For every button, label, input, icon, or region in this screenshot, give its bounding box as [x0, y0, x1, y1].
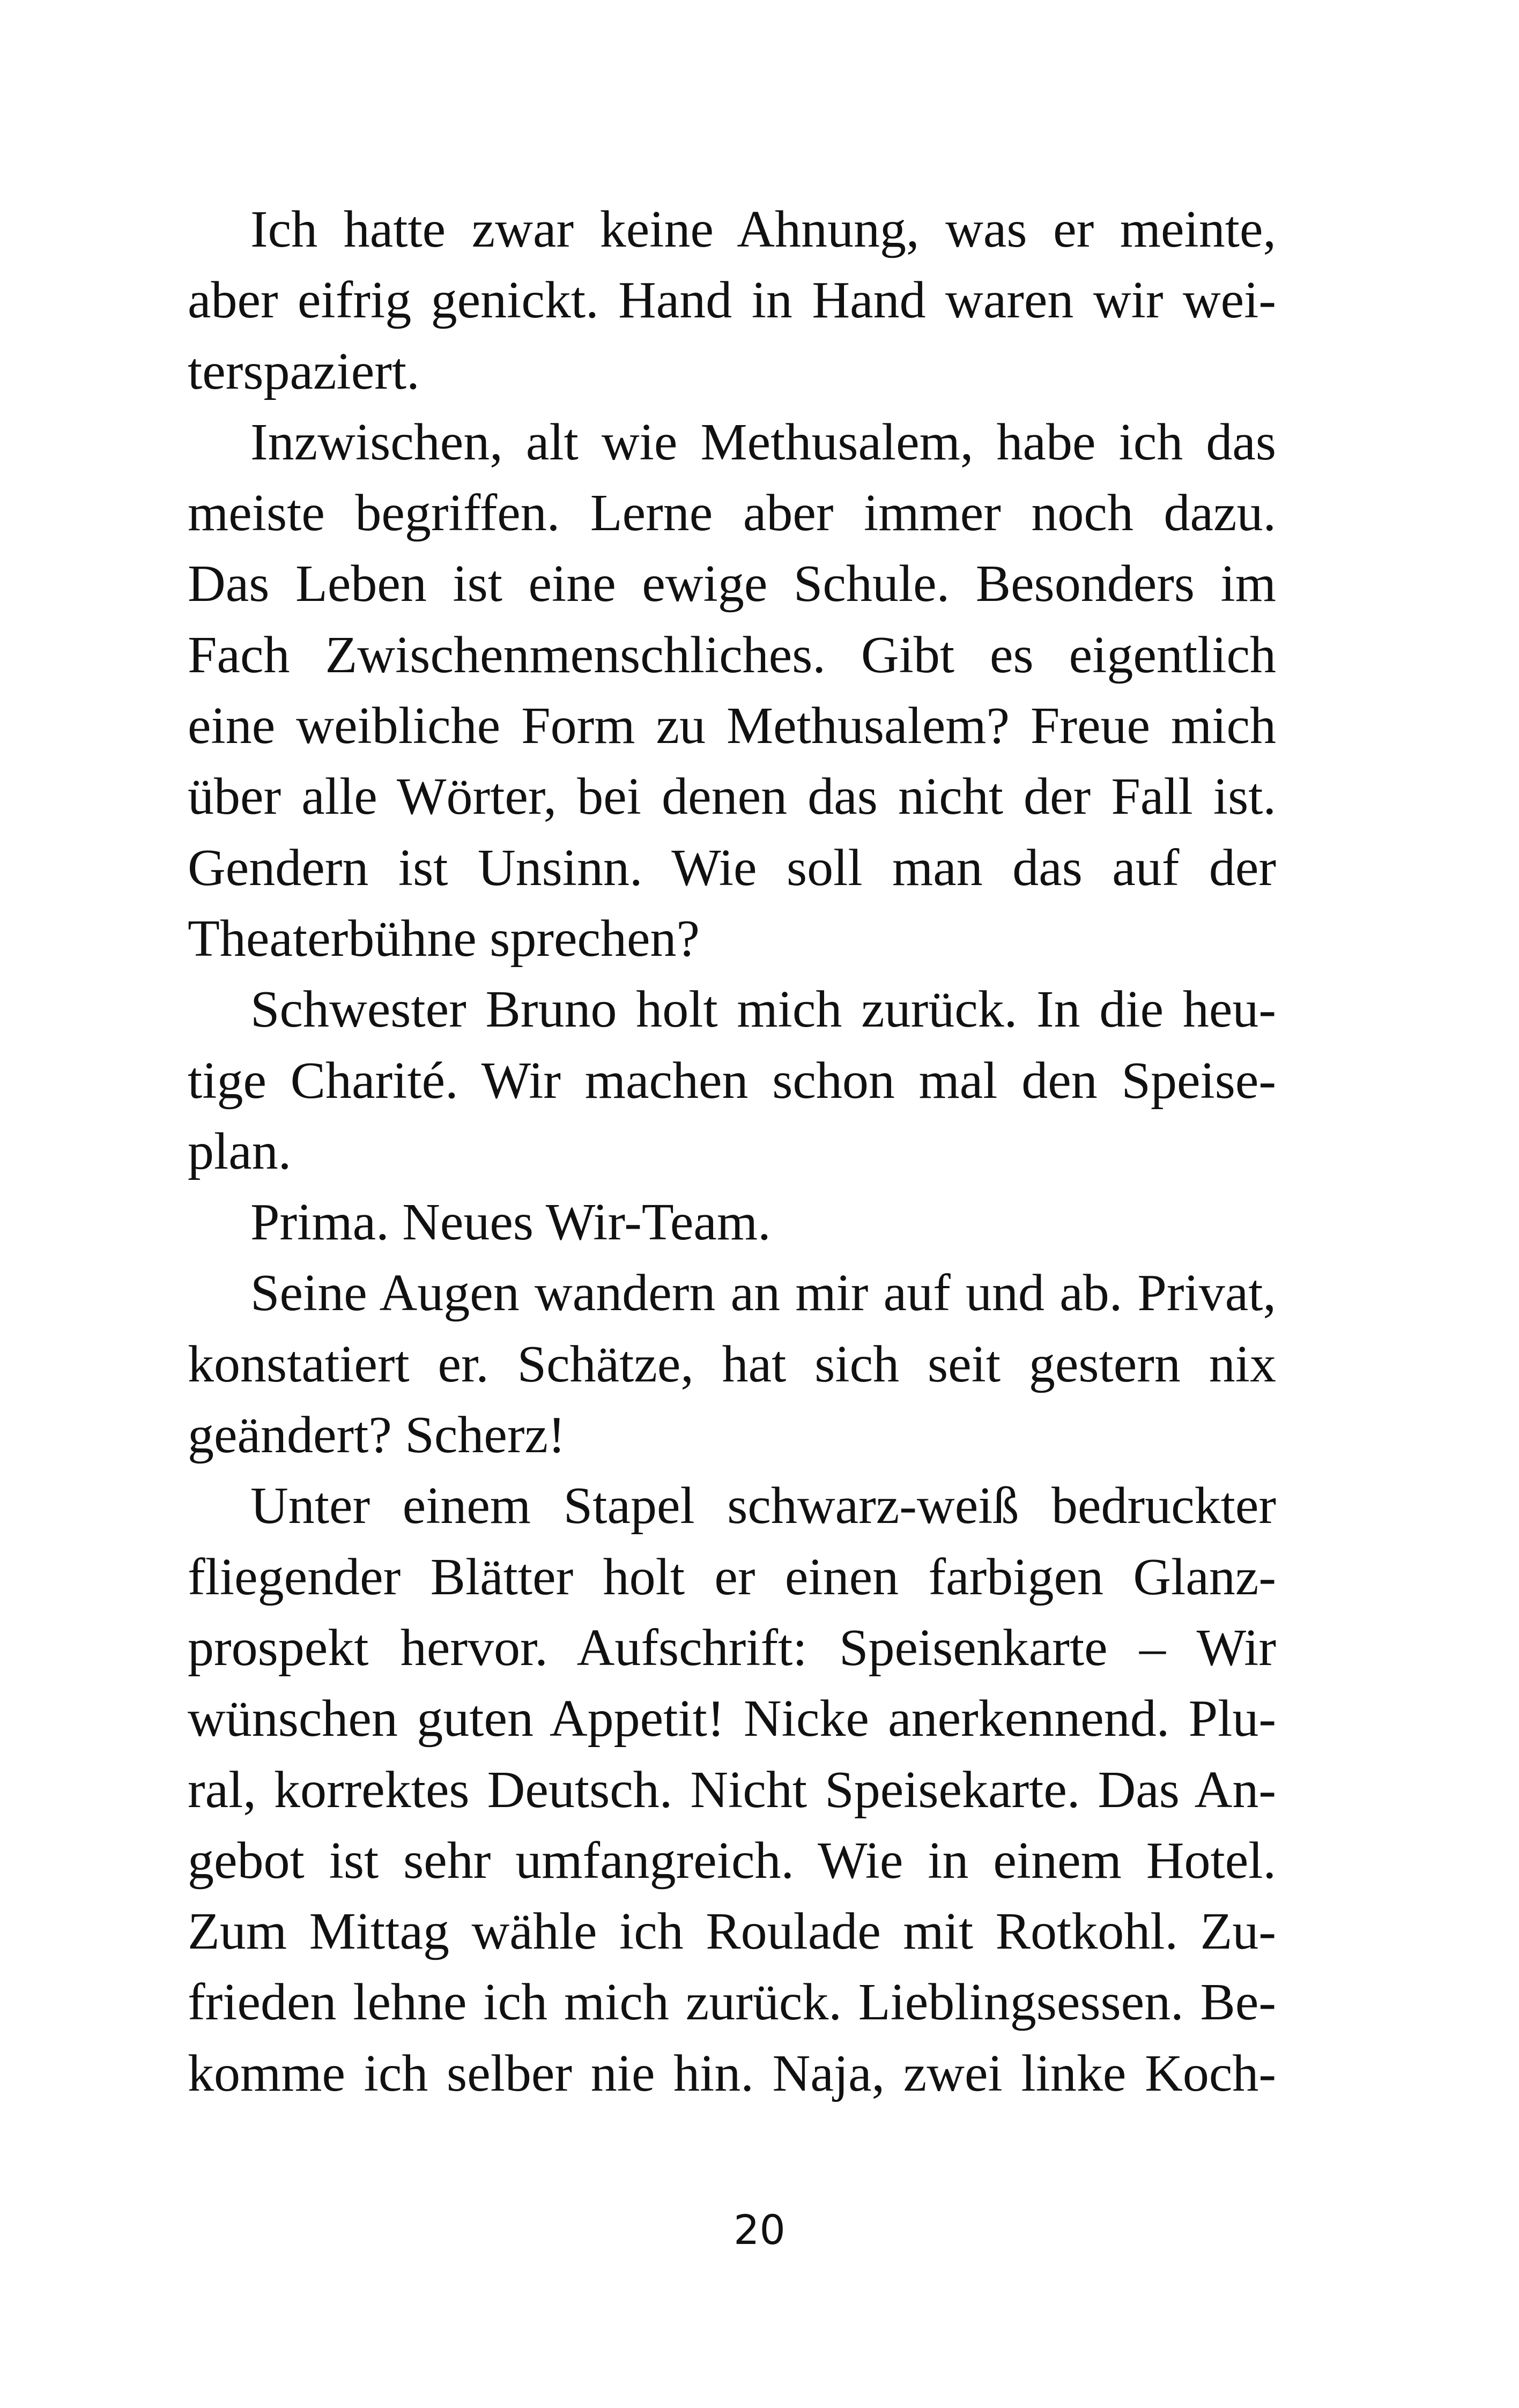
text-line: Inzwischen, alt wie Methusalem, habe ich das	[250, 413, 1276, 471]
text-line: prospekt hervor. Aufschrift: Speisenkarte – Wir	[188, 1618, 1276, 1677]
text-line: Ich hatte zwar keine Ahnung, was er meinte,	[250, 200, 1276, 258]
text-line: Theaterbühne sprechen?	[188, 909, 700, 968]
text-line: terspaziert.	[188, 342, 420, 400]
text-line: Zum Mittag wähle ich Roulade mit Rotkohl. Zu-	[188, 1902, 1276, 1961]
text-line: ral, korrektes Deutsch. Nicht Speisekarte. Das An-	[188, 1760, 1276, 1819]
text-line: Das Leben ist eine ewige Schule. Besonders im	[188, 555, 1276, 613]
text-line: Gendern ist Unsinn. Wie soll man das auf der	[188, 838, 1276, 897]
text-line: tige Charité. Wir machen schon mal den Speise-	[188, 1051, 1276, 1110]
text-line: Unter einem Stapel schwarz-weiß bedruckter	[250, 1477, 1276, 1535]
text-line: komme ich selber nie hin. Naja, zwei linke Koch-	[188, 2044, 1276, 2102]
text-line: Seine Augen wandern an mir auf und ab. Privat,	[250, 1264, 1276, 1322]
text-line: Schwester Bruno holt mich zurück. In die heu-	[250, 980, 1276, 1039]
text-line: über alle Wörter, bei denen das nicht der Fall ist.	[188, 768, 1276, 826]
text-line: wünschen guten Appetit! Nicke anerkennend. Plu-	[188, 1690, 1276, 1748]
text-line: eine weibliche Form zu Methusalem? Freue mich	[188, 697, 1276, 755]
text-line: fliegender Blätter holt er einen farbigen Glanz-	[188, 1548, 1276, 1606]
text-line: konstatiert er. Schätze, hat sich seit gestern nix	[188, 1335, 1276, 1393]
body-text	[188, 194, 1276, 2109]
text-line: gebot ist sehr umfangreich. Wie in einem Hotel.	[188, 1831, 1276, 1890]
text-line: geändert? Scherz!	[188, 1406, 566, 1465]
text-line: Fach Zwischenmenschliches. Gibt es eigentlich	[188, 626, 1276, 684]
text-line: frieden lehne ich mich zurück. Lieblingsessen. Be-	[188, 1973, 1276, 2032]
text-line: aber eifrig genickt. Hand in Hand waren wir wei-	[188, 271, 1276, 330]
page-number: 20	[733, 2206, 786, 2254]
text-line: meiste begriffen. Lerne aber immer noch dazu.	[188, 484, 1276, 542]
text-line: Prima. Neues Wir-Team.	[250, 1193, 771, 1252]
text-line: plan.	[188, 1122, 292, 1180]
